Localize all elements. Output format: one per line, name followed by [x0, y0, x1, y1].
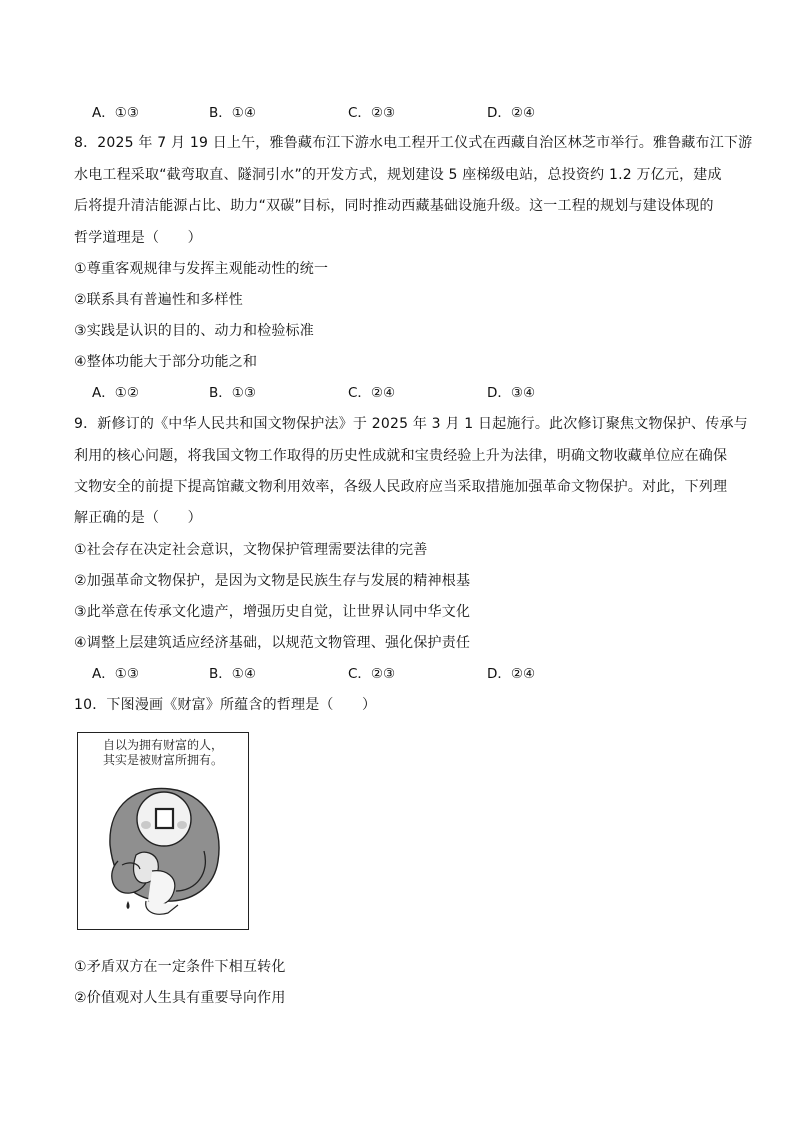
q8-statement: ④整体功能大于部分功能之和	[74, 354, 258, 370]
q8-option-a[interactable]: A．①②	[92, 385, 139, 401]
q8-stem-line: 8．2025 年 7 月 19 日上午，雅鲁藏布江下游水电工程开工仪式在西藏自治区林芝市举行。雅鲁藏布江下游	[74, 135, 753, 151]
q7-option-c[interactable]: C．②③	[348, 105, 396, 121]
q9-stem-line: 利用的核心问题，将我国文物工作取得的历史性成就和宝贵经验上升为法律，明确文物收藏单位应在确保	[74, 448, 728, 464]
coin-cheek	[141, 821, 151, 829]
q9-statement: ①社会存在决定社会意识，文物保护管理需要法律的完善	[74, 542, 428, 558]
q9-statement: ③此举意在传承文化遗产，增强历史自觉，让世界认同中华文化	[74, 604, 471, 620]
wealth-cartoon	[77, 732, 249, 930]
coin-cheek	[177, 821, 187, 829]
cartoon-caption-line: 其实是被财富所拥有。	[102, 753, 223, 767]
q9-option-d[interactable]: D．②④	[487, 666, 536, 682]
q10-statement: ②价值观对人生具有重要导向作用	[74, 990, 286, 1006]
q8-statement: ③实践是认识的目的、动力和检验标准	[74, 323, 314, 339]
q8-statement: ①尊重客观规律与发挥主观能动性的统一	[74, 261, 329, 277]
q9-stem-line: 解正确的是（ ）	[74, 510, 202, 526]
q7-option-d[interactable]: D．②④	[487, 105, 536, 121]
small-person-legs	[146, 901, 178, 914]
q9-stem-line: 文物安全的前提下提高馆藏文物利用效率，各级人民政府应当采取措施加强革命文物保护。对此，下列理	[74, 479, 728, 495]
q8-option-c[interactable]: C．②④	[348, 385, 396, 401]
q8-stem-line: 后将提升清洁能源占比、助力“双碳”目标，同时推动西藏基础设施升级。这一工程的规划与建设体现的	[74, 198, 714, 214]
cartoon-caption-line: 自以为拥有财富的人，	[102, 738, 223, 752]
cartoon-drawing	[78, 733, 247, 928]
q9-stem-line: 9．新修订的《中华人民共和国文物保护法》于 2025 年 3 月 1 日起施行。此次修订聚焦文物保护、传承与	[74, 416, 748, 432]
q8-statement: ②联系具有普遍性和多样性	[74, 292, 243, 308]
q7-option-b[interactable]: B．①④	[209, 105, 256, 121]
q9-option-a[interactable]: A．①③	[92, 666, 139, 682]
q7-option-a[interactable]: A．①③	[92, 105, 139, 121]
q10-stem: 10．下图漫画《财富》所蕴含的哲理是（ ）	[74, 697, 377, 713]
q9-statement: ④调整上层建筑适应经济基础，以规范文物管理、强化保护责任	[74, 635, 471, 651]
tear-drop-icon	[127, 901, 130, 909]
q9-statement: ②加强革命文物保护，是因为文物是民族生存与发展的精神根基	[74, 573, 471, 589]
q9-option-b[interactable]: B．①④	[209, 666, 256, 682]
q9-option-c[interactable]: C．②③	[348, 666, 396, 682]
q10-statement: ①矛盾双方在一定条件下相互转化	[74, 959, 286, 975]
q8-option-d[interactable]: D．③④	[487, 385, 536, 401]
q8-option-b[interactable]: B．①③	[209, 385, 256, 401]
q8-stem-line: 水电工程采取“截弯取直、隧洞引水”的开发方式，规划建设 5 座梯级电站，总投资约 1.2 万亿元，建成	[74, 167, 722, 183]
coin-square-hole	[156, 809, 173, 828]
q8-stem-line: 哲学道理是（ ）	[74, 230, 202, 246]
